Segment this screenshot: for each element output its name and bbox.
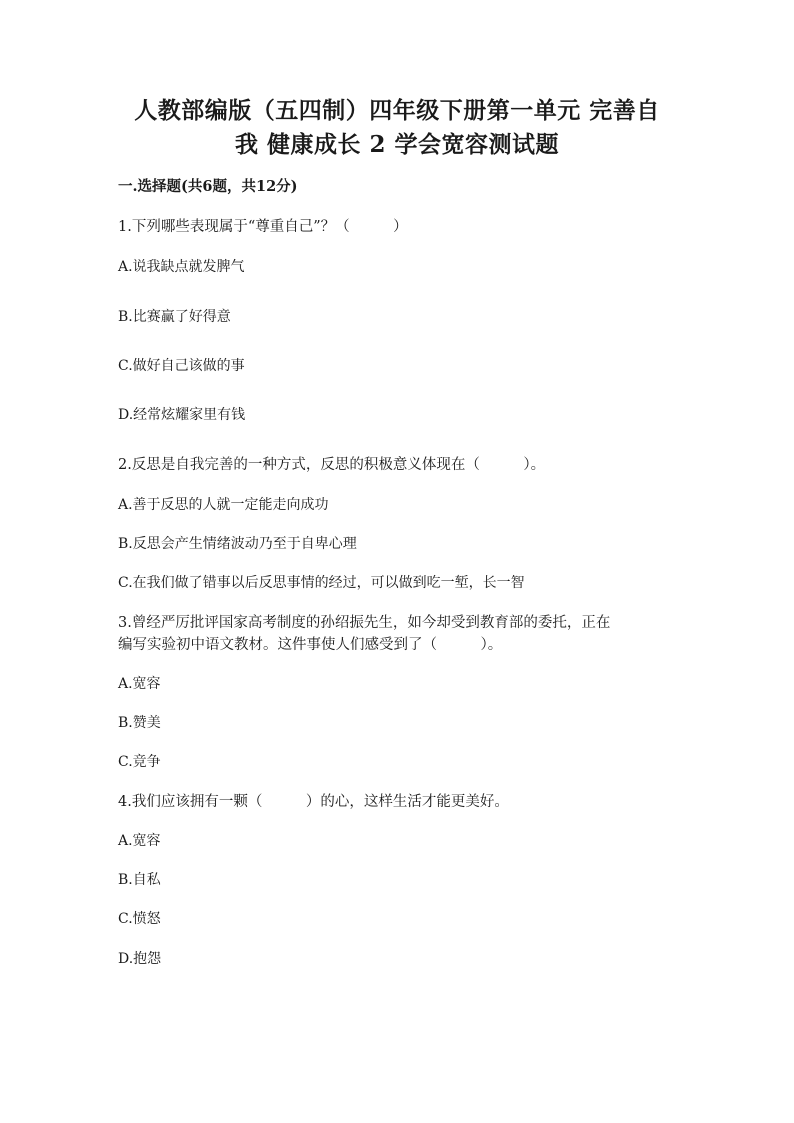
- question-1-stem: 1.下列哪些表现属于“尊重自己”？（ ）: [118, 219, 408, 235]
- question-4-option-a: A.宽容: [118, 833, 161, 849]
- question-1-option-b: B.比赛赢了好得意: [118, 309, 231, 325]
- question-3-option-c: C.竞争: [118, 754, 161, 770]
- exam-title-line-2: 我 健康成长 2 学会宽容测试题: [234, 131, 560, 158]
- question-4-option-c: C.愤怒: [118, 911, 161, 927]
- question-1-option-c: C.做好自己该做的事: [118, 358, 245, 374]
- question-2-option-a: A.善于反思的人就一定能走向成功: [118, 497, 329, 513]
- question-3-stem-line-1: 3.曾经严厉批评国家高考制度的孙绍振先生，如今却受到教育部的委托，正在: [118, 615, 611, 631]
- section-heading: 一.选择题(共6题，共12分): [118, 178, 298, 195]
- question-2-stem: 2.反思是自我完善的一种方式，反思的积极意义体现在（ ）。: [118, 457, 546, 473]
- question-3-stem-line-2: 编写实验初中语文教材。这件事使人们感受到了（ ）。: [118, 637, 503, 653]
- question-4-stem: 4.我们应该拥有一颗（ ）的心，这样生活才能更美好。: [118, 794, 509, 810]
- exam-title-line-1: 人教部编版（五四制）四年级下册第一单元 完善自: [134, 97, 660, 124]
- question-2-option-b: B.反思会产生情绪波动乃至于自卑心理: [118, 536, 357, 552]
- question-4-option-d: D.抱怨: [118, 951, 162, 967]
- question-2-option-c: C.在我们做了错事以后反思事情的经过，可以做到吃一堑，长一智: [118, 575, 525, 591]
- question-4-option-b: B.自私: [118, 872, 161, 888]
- question-3-option-b: B.赞美: [118, 715, 161, 731]
- question-3-option-a: A.宽容: [118, 676, 161, 692]
- question-1-option-a: A.说我缺点就发脾气: [118, 259, 245, 275]
- question-1-option-d: D.经常炫耀家里有钱: [118, 407, 246, 423]
